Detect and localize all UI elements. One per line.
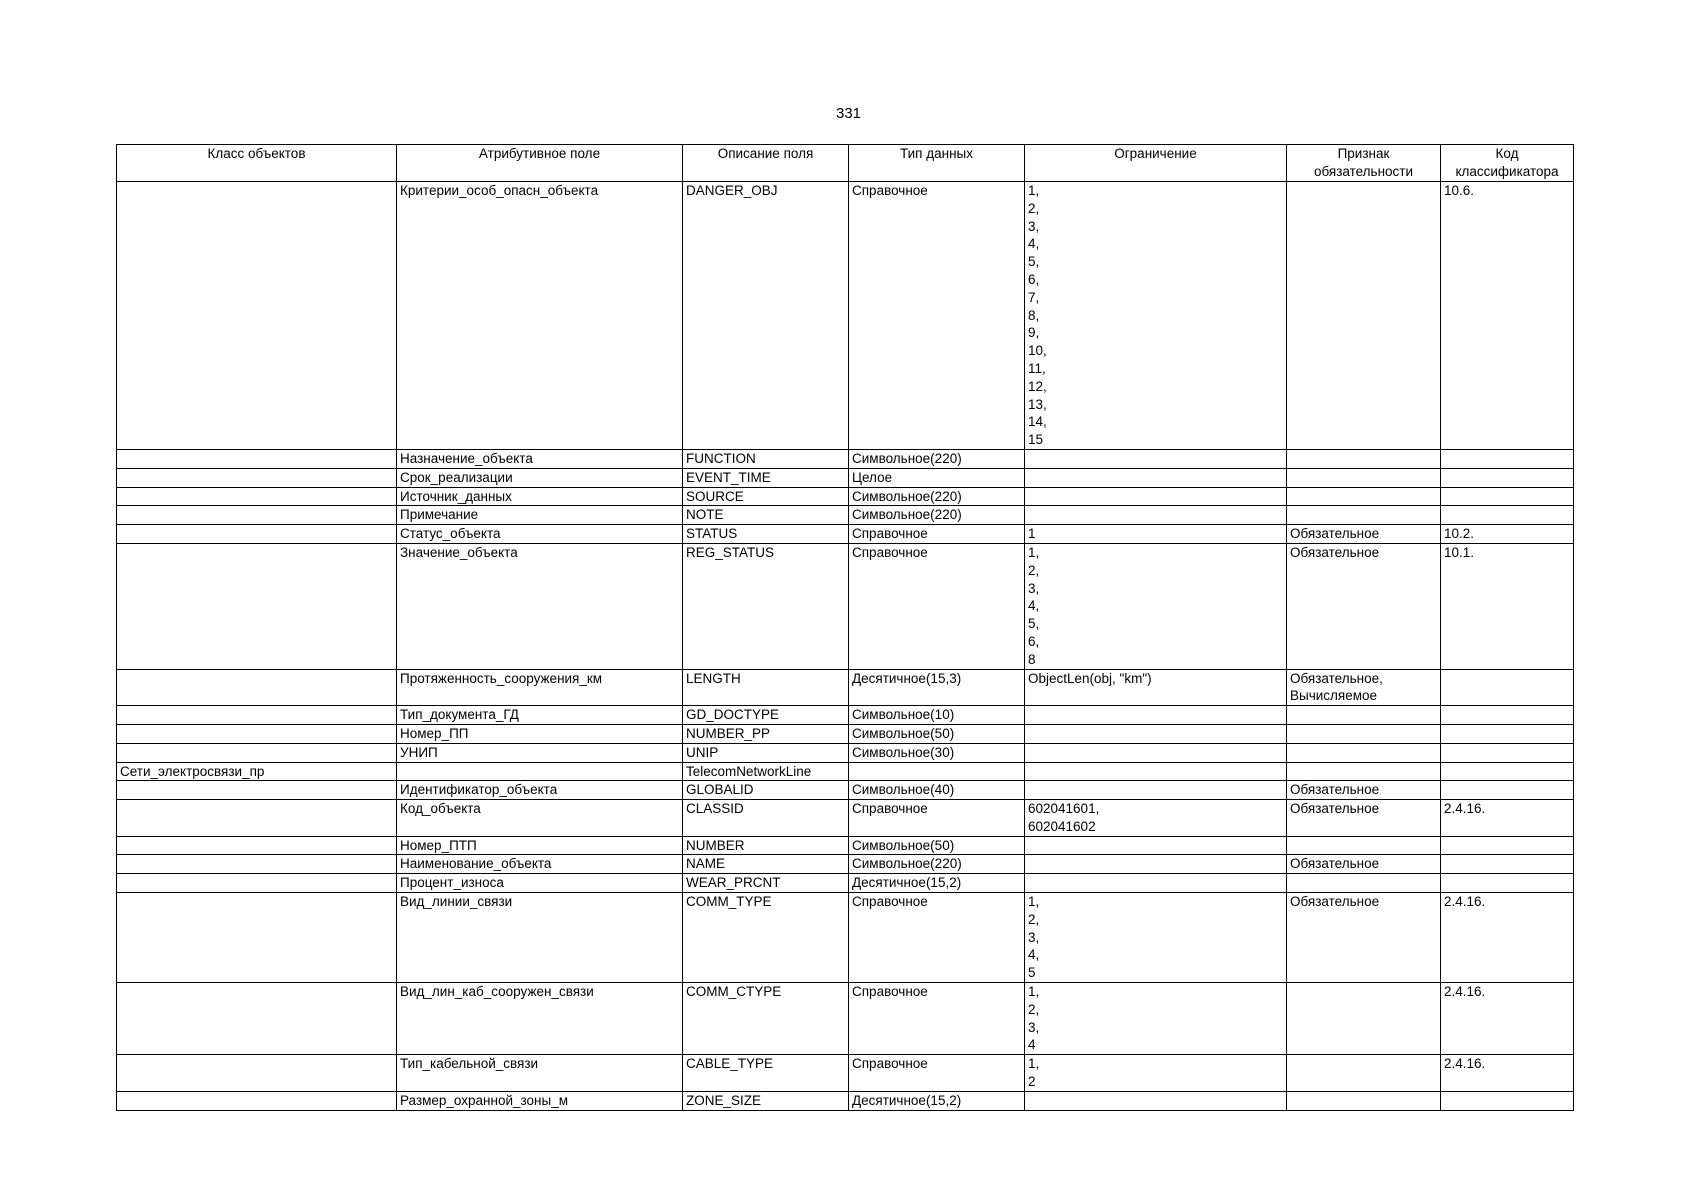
table-body	[117, 182, 1574, 1111]
table-row	[117, 724, 1574, 743]
required-flag-cell	[1287, 743, 1441, 762]
cell-line: 11,	[1028, 360, 1046, 376]
classifier-code-cell	[1441, 449, 1574, 468]
table-row	[117, 893, 1574, 983]
classifier-code-cell	[1441, 762, 1574, 781]
attribute-field-cell: Срок_реализации	[397, 468, 683, 487]
header-data-type: Тип данных	[849, 145, 1025, 182]
attribute-field-cell: Идентификатор_объекта	[397, 781, 683, 800]
object-class-cell	[117, 669, 397, 706]
cell-line: 2	[1028, 1074, 1036, 1090]
constraint-cell	[1025, 983, 1287, 1055]
attribute-field-cell: Номер_ПТП	[397, 836, 683, 855]
data-type-cell: Справочное	[849, 182, 1025, 450]
object-class-cell	[117, 487, 397, 506]
header-field-description: Описание поля	[683, 145, 849, 182]
object-class-cell	[117, 1091, 397, 1110]
field-description-cell: TelecomNetworkLine	[683, 762, 849, 781]
object-class-cell	[117, 525, 397, 544]
attribute-field-cell: Код_объекта	[397, 800, 683, 837]
required-flag-cell: Обязательное	[1287, 800, 1441, 837]
table-row	[117, 468, 1574, 487]
classifier-code-cell	[1441, 781, 1574, 800]
field-description-cell: NOTE	[683, 506, 849, 525]
data-type-cell: Справочное	[849, 800, 1025, 837]
object-class-cell	[117, 836, 397, 855]
constraint-cell	[1025, 487, 1287, 506]
cell-line: 602041601,	[1028, 801, 1100, 817]
data-type-cell: Символьное(220)	[849, 449, 1025, 468]
constraint-cell	[1025, 468, 1287, 487]
field-description-cell: NAME	[683, 855, 849, 874]
table-row	[117, 487, 1574, 506]
table-row	[117, 669, 1574, 706]
object-class-cell	[117, 800, 397, 837]
field-description-cell: COMM_TYPE	[683, 893, 849, 983]
data-type-cell	[849, 762, 1025, 781]
object-class-cell	[117, 983, 397, 1055]
cell-line: 4,	[1028, 598, 1040, 614]
attribute-field-cell: Критерии_особ_опасн_объекта	[397, 182, 683, 450]
attribute-field-cell: Назначение_объекта	[397, 449, 683, 468]
cell-line: 2,	[1028, 911, 1040, 927]
cell-line: 1,	[1028, 984, 1040, 1000]
required-flag-cell	[1287, 706, 1441, 725]
classifier-code-cell: 2.4.16.	[1441, 1055, 1574, 1092]
header-required-flag: Признак обязательности	[1287, 145, 1441, 182]
required-flag-cell	[1287, 182, 1441, 450]
field-description-cell: CLASSID	[683, 800, 849, 837]
field-description-cell: NUMBER	[683, 836, 849, 855]
required-flag-cell	[1287, 1091, 1441, 1110]
header-attribute-field: Атрибутивное поле	[397, 145, 683, 182]
constraint-cell	[1025, 182, 1287, 450]
classifier-code-cell	[1441, 669, 1574, 706]
data-type-cell: Десятичное(15,2)	[849, 1091, 1025, 1110]
header-constraint: Ограничение	[1025, 145, 1287, 182]
table-row	[117, 836, 1574, 855]
data-type-cell: Справочное	[849, 983, 1025, 1055]
object-class-cell	[117, 449, 397, 468]
cell-line: 1,	[1028, 544, 1040, 560]
field-description-cell: FUNCTION	[683, 449, 849, 468]
cell-line: 7,	[1028, 289, 1040, 305]
constraint-cell	[1025, 1091, 1287, 1110]
cell-line: Вычисляемое	[1290, 688, 1378, 704]
table-row	[117, 781, 1574, 800]
constraint-cell	[1025, 724, 1287, 743]
classifier-code-cell: 10.1.	[1441, 543, 1574, 669]
table-row	[117, 762, 1574, 781]
attribute-field-cell: Протяженность_сооружения_км	[397, 669, 683, 706]
classifier-code-cell	[1441, 724, 1574, 743]
required-flag-cell	[1287, 836, 1441, 855]
required-flag-cell: Обязательное	[1287, 543, 1441, 669]
attribute-field-cell: УНИП	[397, 743, 683, 762]
table-row	[117, 1055, 1574, 1092]
data-type-cell: Символьное(50)	[849, 836, 1025, 855]
cell-line: 13,	[1028, 396, 1047, 412]
constraint-cell	[1025, 781, 1287, 800]
object-class-cell	[117, 743, 397, 762]
data-type-cell: Символьное(10)	[849, 706, 1025, 725]
field-description-cell: DANGER_OBJ	[683, 182, 849, 450]
attribute-field-cell: Источник_данных	[397, 487, 683, 506]
cell-line: 5	[1028, 965, 1036, 981]
field-description-cell: SOURCE	[683, 487, 849, 506]
object-class-cell	[117, 506, 397, 525]
table-row	[117, 1091, 1574, 1110]
classifier-code-cell	[1441, 874, 1574, 893]
attribute-field-cell: Наименование_объекта	[397, 855, 683, 874]
constraint-cell	[1025, 836, 1287, 855]
data-type-cell: Справочное	[849, 543, 1025, 669]
object-class-cell	[117, 893, 397, 983]
object-class-cell	[117, 182, 397, 450]
object-class-cell	[117, 874, 397, 893]
classifier-code-cell	[1441, 836, 1574, 855]
table-row	[117, 743, 1574, 762]
data-type-cell: Справочное	[849, 525, 1025, 544]
required-flag-cell: Обязательное	[1287, 525, 1441, 544]
required-flag-cell	[1287, 487, 1441, 506]
constraint-cell	[1025, 874, 1287, 893]
table-row	[117, 182, 1574, 450]
classifier-code-cell	[1441, 743, 1574, 762]
data-type-cell: Справочное	[849, 1055, 1025, 1092]
data-type-cell: Символьное(30)	[849, 743, 1025, 762]
classifier-code-cell: 2.4.16.	[1441, 893, 1574, 983]
classifier-code-cell	[1441, 855, 1574, 874]
field-description-cell: GD_DOCTYPE	[683, 706, 849, 725]
cell-line: 3,	[1028, 580, 1040, 596]
field-description-cell: STATUS	[683, 525, 849, 544]
cell-line: 5,	[1028, 254, 1040, 270]
cell-line: Обязательное,	[1290, 670, 1383, 686]
object-class-cell	[117, 543, 397, 669]
classifier-code-cell	[1441, 468, 1574, 487]
cell-line: 9,	[1028, 325, 1040, 341]
cell-line: 1,	[1028, 183, 1040, 198]
cell-line: 4,	[1028, 947, 1040, 963]
data-type-cell: Десятичное(15,2)	[849, 874, 1025, 893]
attribute-field-cell: Статус_объекта	[397, 525, 683, 544]
required-flag-cell: Обязательное	[1287, 855, 1441, 874]
required-flag-cell	[1287, 669, 1441, 706]
constraint-cell	[1025, 800, 1287, 837]
cell-line: 12,	[1028, 378, 1047, 394]
constraint-cell	[1025, 855, 1287, 874]
table-row	[117, 543, 1574, 669]
field-description-cell: GLOBALID	[683, 781, 849, 800]
cell-line: 6,	[1028, 633, 1040, 649]
field-description-cell: UNIP	[683, 743, 849, 762]
required-flag-cell	[1287, 506, 1441, 525]
attribute-field-cell: Значение_объекта	[397, 543, 683, 669]
cell-line: 3,	[1028, 1019, 1040, 1035]
required-flag-cell	[1287, 468, 1441, 487]
cell-line: 3,	[1028, 929, 1040, 945]
cell-line: 1,	[1028, 894, 1040, 910]
object-class-cell	[117, 724, 397, 743]
header-classifier-code: Код классификатора	[1441, 145, 1574, 182]
attribute-field-cell: Номер_ПП	[397, 724, 683, 743]
field-description-cell: COMM_CTYPE	[683, 983, 849, 1055]
header-object-class: Класс объектов	[117, 145, 397, 182]
constraint-cell	[1025, 449, 1287, 468]
cell-line: 14,	[1028, 414, 1047, 430]
cell-line: 15	[1028, 432, 1044, 448]
field-description-cell: ZONE_SIZE	[683, 1091, 849, 1110]
cell-line: 6,	[1028, 271, 1040, 287]
cell-line: 2,	[1028, 1001, 1040, 1017]
table-row	[117, 706, 1574, 725]
classifier-code-cell: 2.4.16.	[1441, 983, 1574, 1055]
table-row	[117, 983, 1574, 1055]
data-type-cell: Символьное(50)	[849, 724, 1025, 743]
constraint-cell	[1025, 743, 1287, 762]
required-flag-cell	[1287, 724, 1441, 743]
page-number: 331	[835, 105, 862, 122]
data-type-cell: Символьное(40)	[849, 781, 1025, 800]
attribute-table	[116, 144, 1574, 1111]
field-description-cell: CABLE_TYPE	[683, 1055, 849, 1092]
cell-line: 3,	[1028, 218, 1040, 234]
classifier-code-cell	[1441, 1091, 1574, 1110]
attribute-field-cell: Размер_охранной_зоны_м	[397, 1091, 683, 1110]
cell-line: 4	[1028, 1037, 1036, 1053]
required-flag-cell	[1287, 762, 1441, 781]
cell-line: 2,	[1028, 562, 1040, 578]
table-row	[117, 874, 1574, 893]
classifier-code-cell	[1441, 487, 1574, 506]
required-flag-cell	[1287, 449, 1441, 468]
data-type-cell: Символьное(220)	[849, 487, 1025, 506]
attribute-field-cell: Вид_линии_связи	[397, 893, 683, 983]
data-type-cell: Десятичное(15,3)	[849, 669, 1025, 706]
object-class-cell	[117, 855, 397, 874]
field-description-cell: NUMBER_PP	[683, 724, 849, 743]
constraint-cell: 1	[1025, 525, 1287, 544]
attribute-field-cell: Тип_кабельной_связи	[397, 1055, 683, 1092]
cell-line: 8,	[1028, 307, 1040, 323]
field-description-cell: WEAR_PRCNT	[683, 874, 849, 893]
classifier-code-cell: 2.4.16.	[1441, 800, 1574, 837]
required-flag-cell	[1287, 1055, 1441, 1092]
object-class-cell: Сети_электросвязи_пр	[117, 762, 397, 781]
field-description-cell: EVENT_TIME	[683, 468, 849, 487]
constraint-cell	[1025, 762, 1287, 781]
table-row	[117, 855, 1574, 874]
classifier-code-cell: 10.2.	[1441, 525, 1574, 544]
cell-line: 4,	[1028, 236, 1040, 252]
data-type-cell: Справочное	[849, 893, 1025, 983]
constraint-cell: ObjectLen(obj, "km")	[1025, 669, 1287, 706]
constraint-cell	[1025, 506, 1287, 525]
classifier-code-cell	[1441, 506, 1574, 525]
data-type-cell: Символьное(220)	[849, 855, 1025, 874]
cell-line: 10,	[1028, 343, 1047, 359]
attribute-field-cell: Вид_лин_каб_сооружен_связи	[397, 983, 683, 1055]
object-class-cell	[117, 706, 397, 725]
object-class-cell	[117, 468, 397, 487]
object-class-cell	[117, 1055, 397, 1092]
constraint-cell	[1025, 543, 1287, 669]
constraint-cell	[1025, 893, 1287, 983]
field-description-cell: LENGTH	[683, 669, 849, 706]
field-description-cell: REG_STATUS	[683, 543, 849, 669]
attribute-field-cell	[397, 762, 683, 781]
required-flag-cell	[1287, 983, 1441, 1055]
table-row	[117, 506, 1574, 525]
attribute-field-cell: Примечание	[397, 506, 683, 525]
object-class-cell	[117, 781, 397, 800]
required-flag-cell	[1287, 874, 1441, 893]
constraint-cell	[1025, 706, 1287, 725]
cell-line: 2,	[1028, 200, 1040, 216]
required-flag-cell: Обязательное	[1287, 893, 1441, 983]
table-row	[117, 800, 1574, 837]
required-flag-cell: Обязательное	[1287, 781, 1441, 800]
attribute-field-cell: Процент_износа	[397, 874, 683, 893]
data-type-cell: Символьное(220)	[849, 506, 1025, 525]
table-row	[117, 525, 1574, 544]
constraint-cell	[1025, 1055, 1287, 1092]
classifier-code-cell	[1441, 706, 1574, 725]
table-header-row	[117, 145, 1574, 182]
cell-line: 8	[1028, 651, 1036, 667]
attribute-field-cell: Тип_документа_ГД	[397, 706, 683, 725]
data-type-cell: Целое	[849, 468, 1025, 487]
cell-line: 1,	[1028, 1056, 1040, 1072]
classifier-code-cell: 10.6.	[1441, 182, 1574, 450]
table-row	[117, 449, 1574, 468]
cell-line: 5,	[1028, 616, 1040, 632]
cell-line: 602041602	[1028, 818, 1096, 834]
